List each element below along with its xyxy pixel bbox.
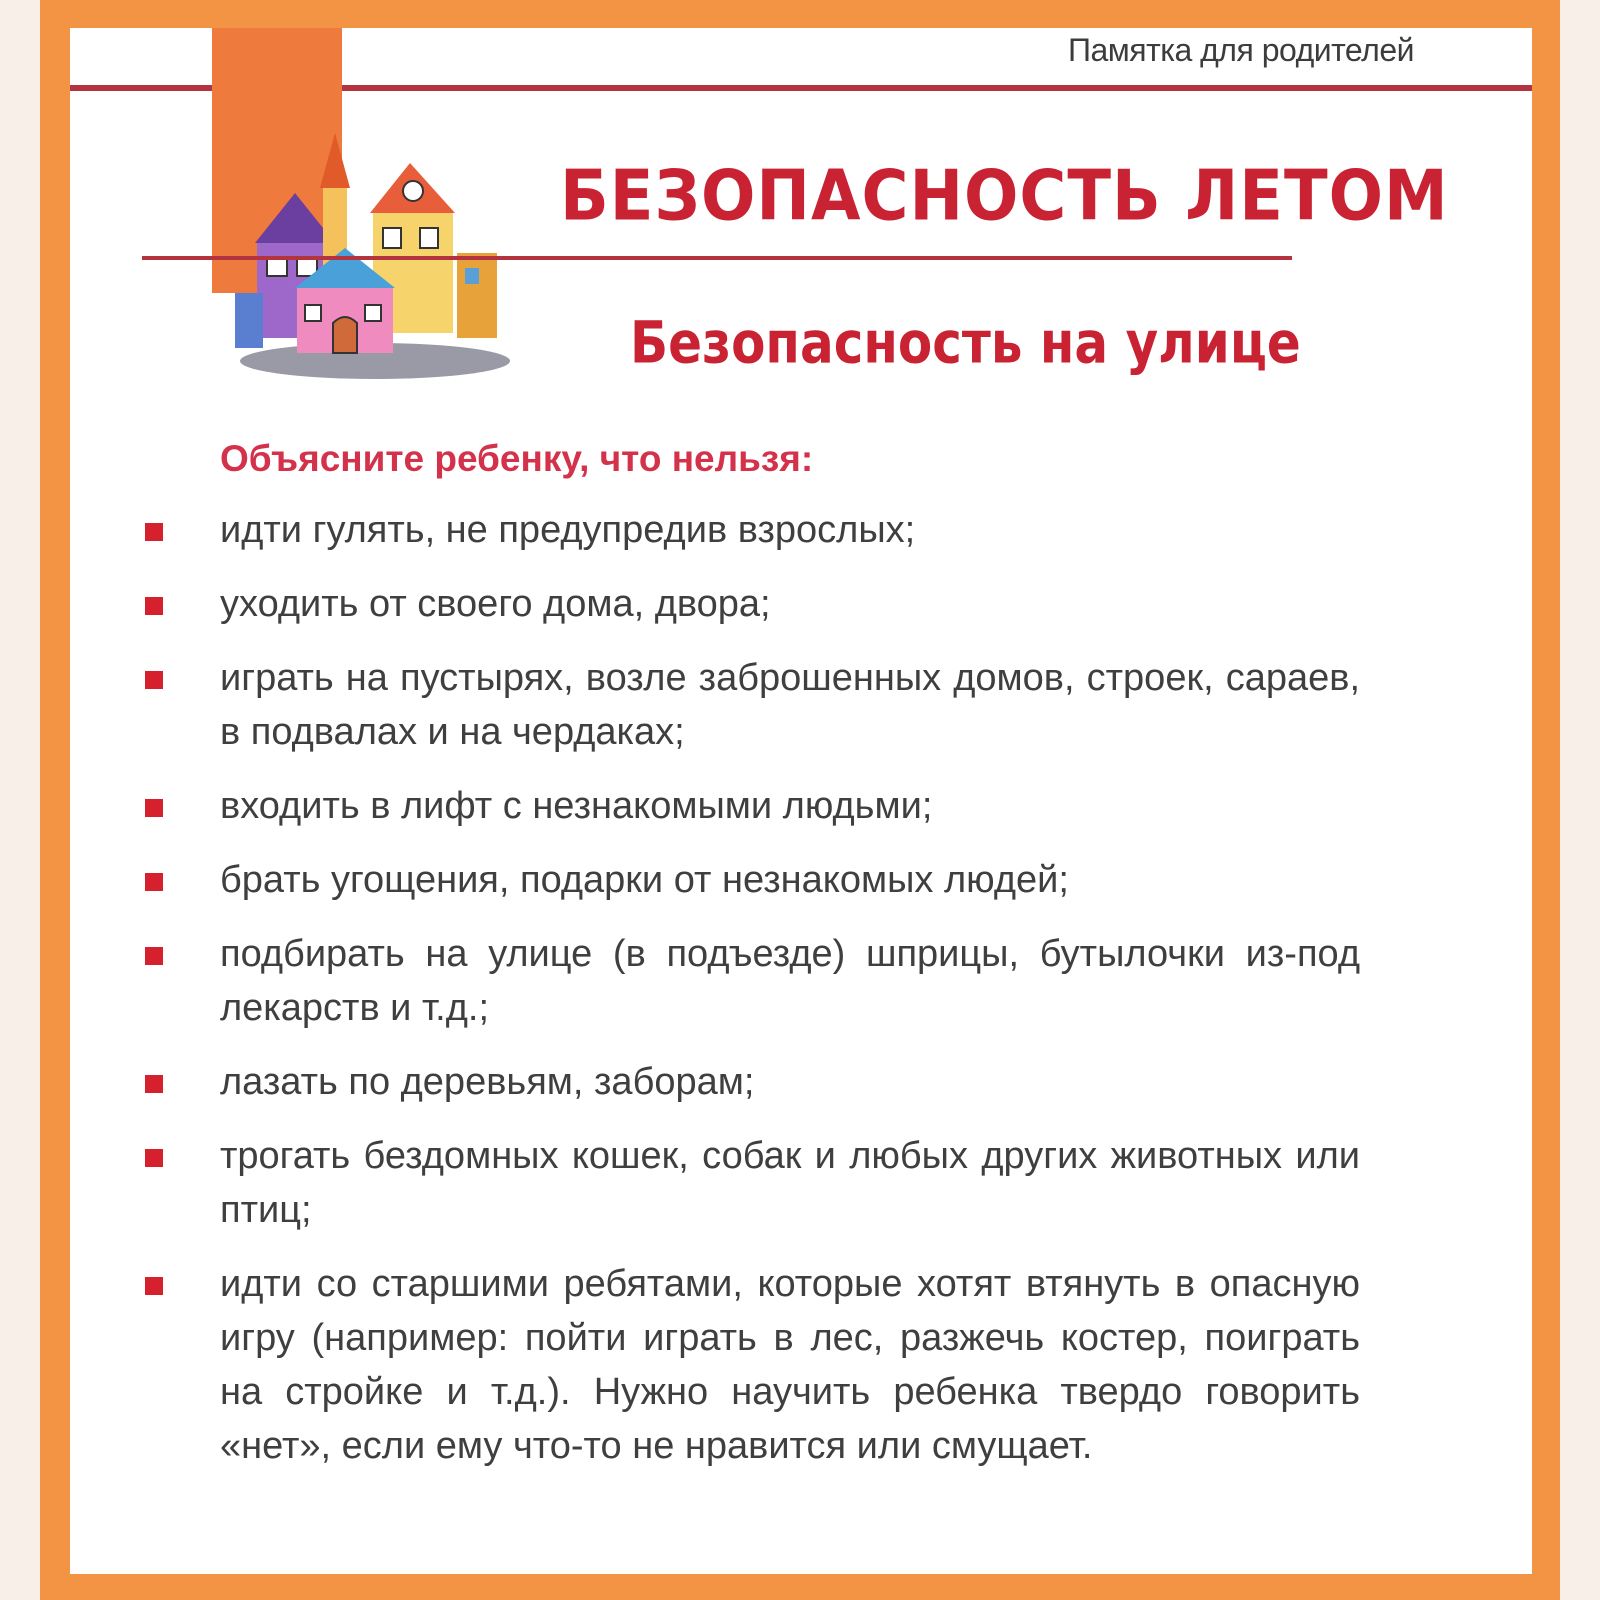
list-item-text: подбирать на улице (в подъезде) шприцы, бутылочки из-под лекарств и т.д.; [220,933,1360,1029]
prohibition-list [145,503,1360,1493]
memo-sheet [70,28,1532,1574]
list-item-text: играть на пустырях, возле заброшенных домов, строек, сараев, в подвалах и на чердаках; [220,657,1360,753]
list-item [145,853,1360,907]
list-item-text: входить в лифт с незнакомыми людьми; [220,785,933,827]
list-item [145,1055,1360,1109]
bullet-square-icon [145,597,163,615]
list-item [145,1129,1360,1237]
list-item [145,577,1360,631]
title-divider [142,256,1292,260]
list-item-text: брать угощения, подарки от незнакомых людей; [220,859,1069,901]
header-label: Памятка для родителей [1067,32,1414,68]
list-item [145,651,1360,759]
list-item-text: идти гулять, не предупредив взрослых; [220,509,916,551]
list-item-text: трогать бездомных кошек, собак и любых других животных или птиц; [220,1135,1360,1231]
list-item [145,927,1360,1035]
bullet-square-icon [145,1277,163,1295]
bullet-square-icon [145,873,163,891]
page-subtitle: Безопасность на улице [630,309,1301,377]
list-item [145,503,1360,557]
bullet-square-icon [145,671,163,689]
cartoon-houses-icon [235,123,515,383]
list-item-text: лазать по деревьям, заборам; [220,1061,755,1103]
bullet-square-icon [145,1075,163,1093]
bullet-square-icon [145,947,163,965]
list-item-text: уходить от своего дома, двора; [220,583,771,625]
bullet-square-icon [145,523,163,541]
bullet-square-icon [145,1149,163,1167]
page-title: БЕЗОПАСНОСТЬ ЛЕТОМ [560,157,1449,237]
bullet-square-icon [145,799,163,817]
list-item-text: идти со старшими ребятами, которые хотят втянуть в опасную игру (например: пойти играть в лес, разжечь костер, поиграть на стройке и т.д.). Нужно научить ребенка твердо говорить «нет», если ему что-то не нравится или смущает. [220,1263,1360,1467]
intro-text: Объясните ребенку, что нельзя: [220,438,814,479]
list-item [145,1257,1360,1473]
list-item [145,779,1360,833]
